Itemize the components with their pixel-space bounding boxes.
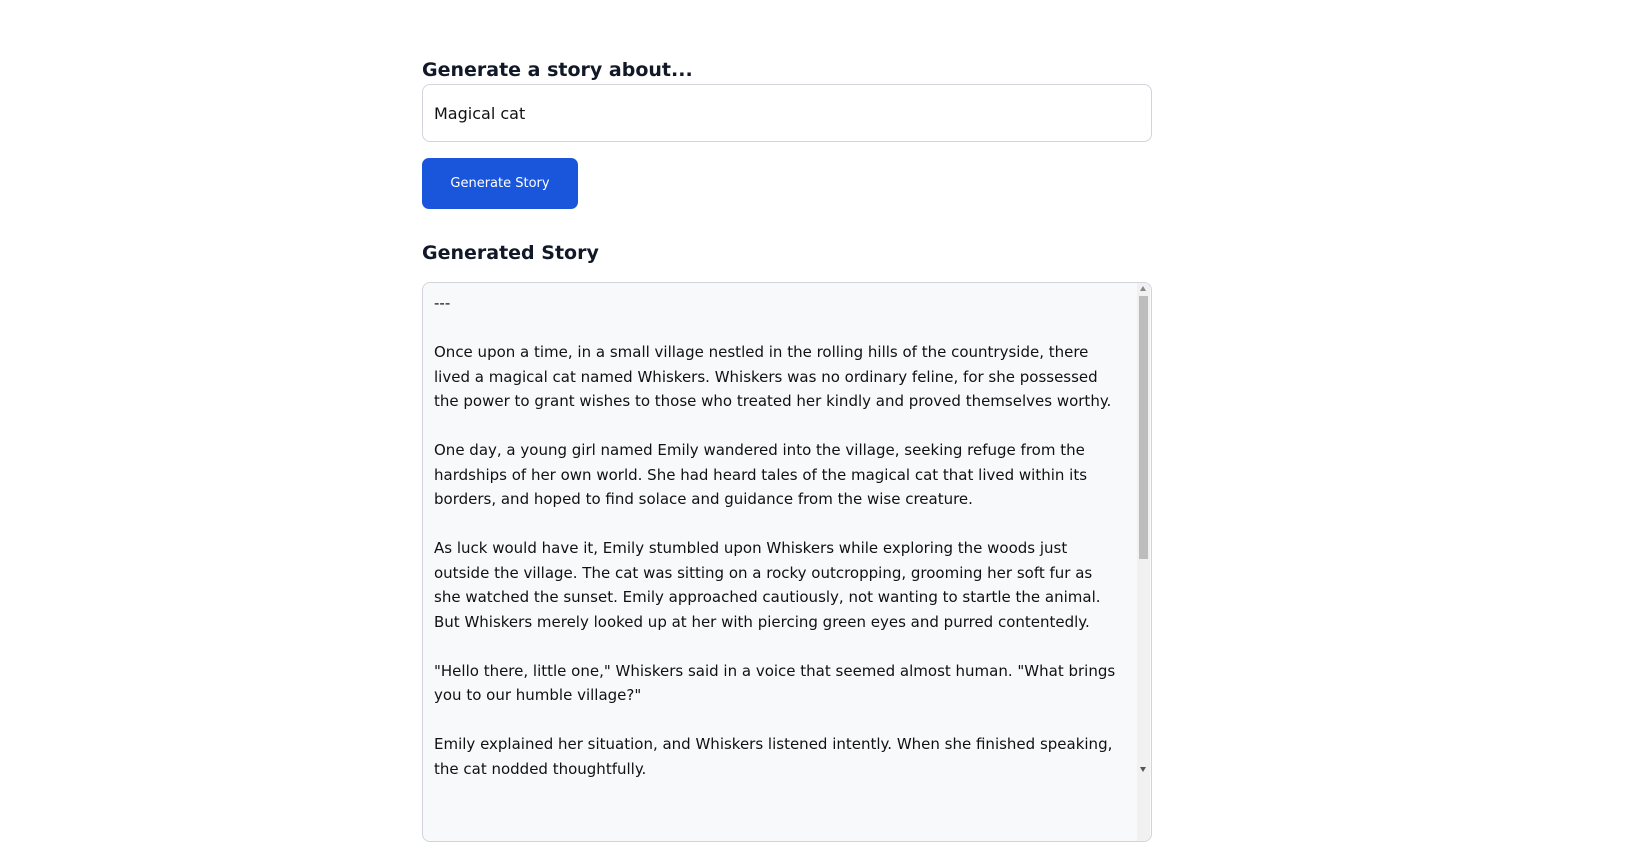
scroll-up-arrow-icon[interactable] xyxy=(1140,286,1146,291)
story-generator xyxy=(422,58,1152,842)
generated-story-heading: Generated Story xyxy=(422,242,599,264)
scroll-down-arrow-icon[interactable] xyxy=(1140,767,1146,772)
prompt-label: Generate a story about... xyxy=(422,59,693,81)
story-paragraph: --- xyxy=(434,294,451,312)
generate-story-button[interactable]: Generate Story xyxy=(422,158,578,209)
story-text xyxy=(423,283,1151,781)
story-paragraph: Once upon a time, in a small village nestled in the rolling hills of the countryside, there lived a magical cat named Whiskers. Whiskers was no ordinary feline, for she possessed the power to grant wishes to those who treated her kindly and proved themselves worthy. xyxy=(434,343,1112,410)
story-topic-input[interactable]: Magical cat xyxy=(422,84,1152,142)
story-paragraph: As luck would have it, Emily stumbled upon Whiskers while exploring the woods just outside the village. The cat was sitting on a rocky outcropping, grooming her soft fur as she watched the sunset. Emily approached cautiously, not wanting to startle the animal. But Whiskers merely looked up at her with piercing green eyes and purred contentedly. xyxy=(434,539,1101,631)
scrollbar-thumb[interactable] xyxy=(1139,296,1148,559)
story-paragraph: Emily explained her situation, and Whiskers listened intently. When she finished speaking, the cat nodded thoughtfully. xyxy=(434,735,1113,778)
scrollbar[interactable] xyxy=(1137,283,1150,841)
story-paragraph: One day, a young girl named Emily wandered into the village, seeking refuge from the hardships of her own world. She had heard tales of the magical cat that lived within its borders, and hoped to find solace and guidance from the wise creature. xyxy=(434,441,1088,508)
story-paragraph: "Hello there, little one," Whiskers said in a voice that seemed almost human. "What brings you to our humble village?" xyxy=(434,661,1116,704)
generated-story-textarea[interactable] xyxy=(422,282,1152,842)
